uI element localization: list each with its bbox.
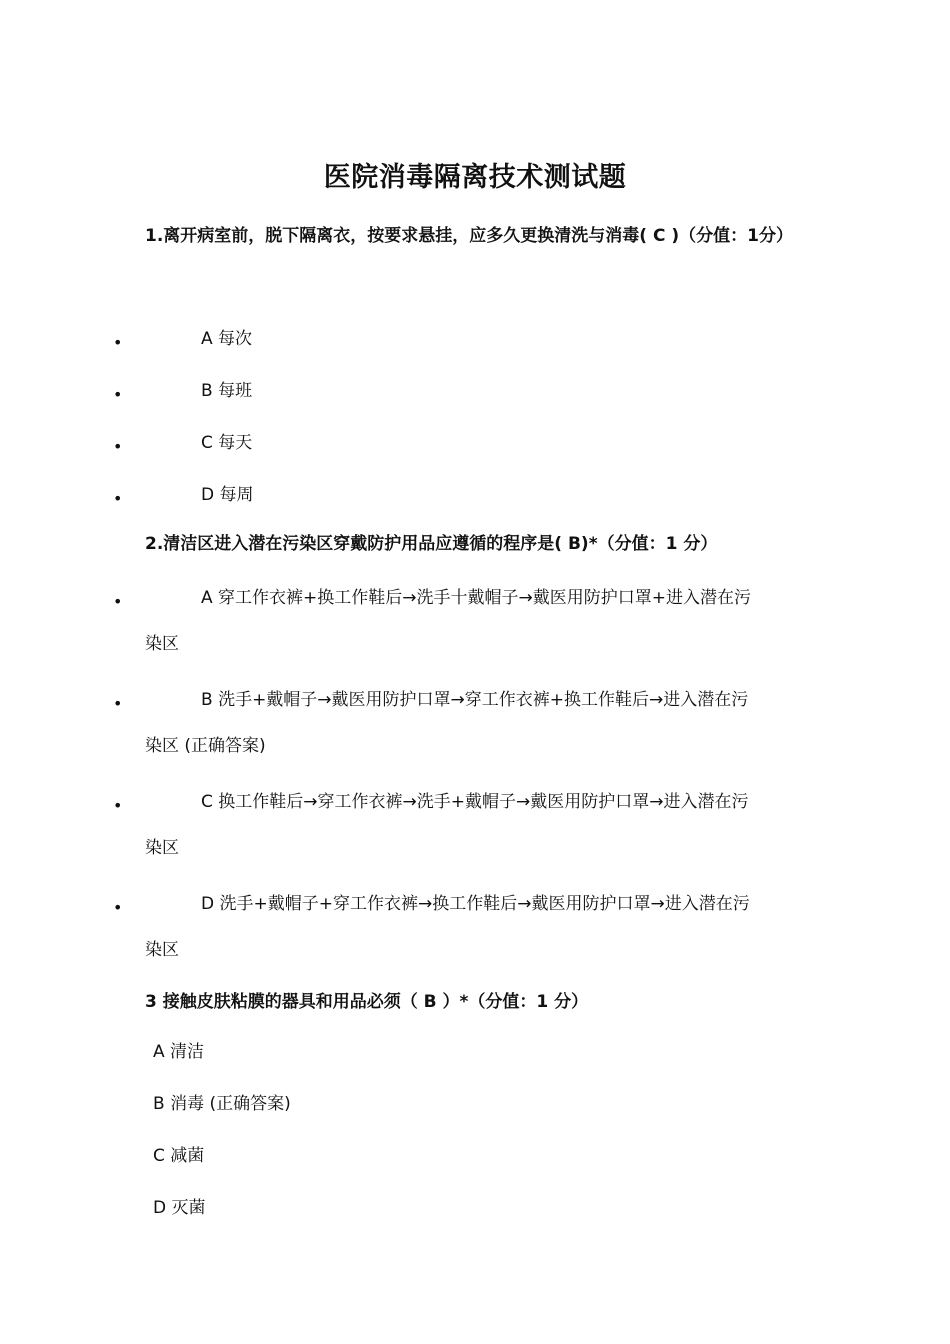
q1-option-d: D 每周 — [201, 485, 254, 505]
q3-option-a: A 清洁 — [153, 1042, 205, 1062]
q2-option-c-line2: 染区 — [145, 838, 179, 858]
document-title: 医院消毒隔离技术测试题 — [323, 162, 627, 193]
q2-option-b-line1: B 洗手+戴帽子→戴医用防护口罩→穿工作衣裤+换工作鞋后→进入潜在污 — [201, 690, 749, 710]
q2-option-a-line1: A 穿工作衣裤+换工作鞋后→洗手十戴帽子→戴医用防护口罩+进入潜在污 — [201, 588, 752, 608]
q2-option-d-line2: 染区 — [145, 940, 179, 960]
q1-option-c: C 每天 — [201, 433, 253, 453]
q3-option-c: C 减菌 — [153, 1146, 205, 1166]
question-3: 3 接触皮肤粘膜的器具和用品必须（ B ）*（分值：1 分） — [145, 992, 589, 1012]
q2-option-c-line1: C 换工作鞋后→穿工作衣裤→洗手+戴帽子→戴医用防护口罩→进入潜在污 — [201, 792, 749, 812]
q1-option-a: A 每次 — [201, 329, 253, 349]
q3-option-d: D 灭菌 — [153, 1198, 206, 1218]
q2-option-d-line1: D 洗手+戴帽子+穿工作衣裤→换工作鞋后→戴医用防护口罩→进入潜在污 — [201, 894, 750, 914]
bullet-icon: • — [113, 385, 123, 404]
bullet-icon: • — [113, 796, 123, 815]
bullet-icon: • — [113, 333, 123, 352]
question-2: 2.清洁区进入潜在污染区穿戴防护用品应遵循的程序是( B)*（分值：1 分） — [145, 534, 718, 554]
bullet-icon: • — [113, 489, 123, 508]
bullet-icon: • — [113, 898, 123, 917]
question-1: 1.离开病室前，脱下隔离衣，按要求悬挂，应多久更换清洗与消毒( C )（分值：1分） — [145, 226, 793, 246]
q3-option-b: B 消毒 (正确答案) — [153, 1094, 291, 1114]
bullet-icon: • — [113, 694, 123, 713]
bullet-icon: • — [113, 437, 123, 456]
bullet-icon: • — [113, 592, 123, 611]
q2-option-a-line2: 染区 — [145, 634, 179, 654]
q2-option-b-line2: 染区 (正确答案) — [145, 736, 266, 756]
q1-option-b: B 每班 — [201, 381, 253, 401]
